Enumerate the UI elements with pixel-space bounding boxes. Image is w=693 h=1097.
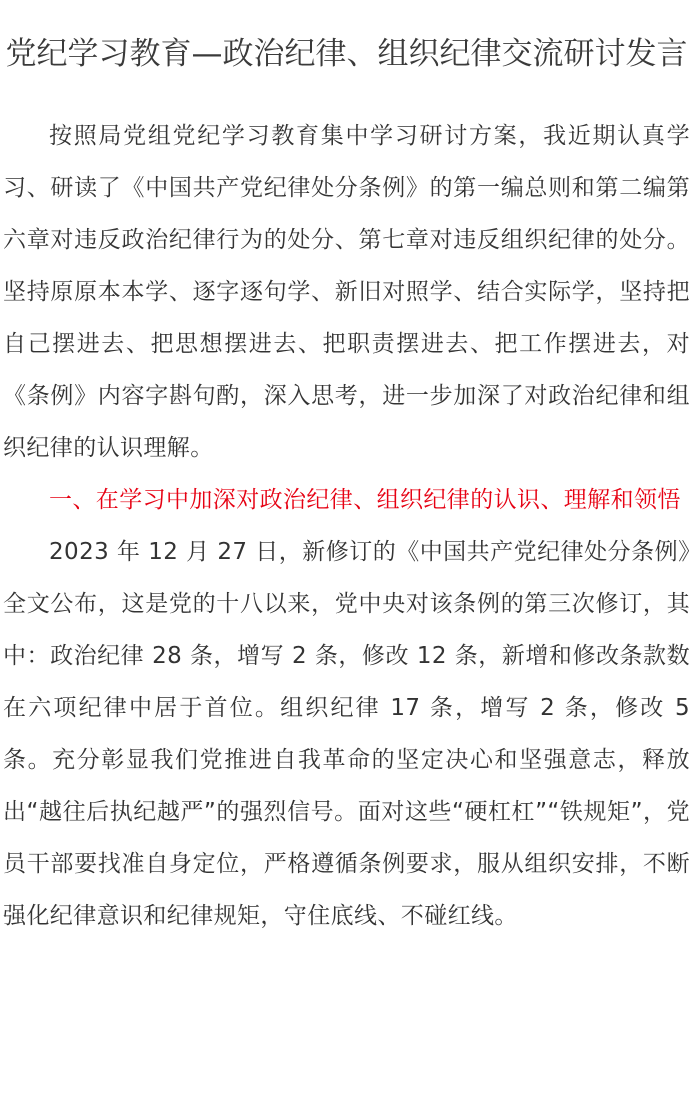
section-heading: 一、在学习中加深对政治纪律、组织纪律的认识、理解和领悟 xyxy=(49,487,681,513)
intro-paragraph: 按照局党组党纪学习教育集中学习研讨方案，我近期认真学习、研读了《中国共产党纪律处分条例》的第一编总则和第二编第六章对违反政治纪律行为的处分、第七章对违反组织纪律的处分。坚持原原本本学、逐字逐句学、新旧对照学、结合实际学，坚持把自己摆进去、把思想摆进去、把职责摆进去、把工作摆进去，对《条例》内容字斟句酌，深入思考，进一步加深了对政治纪律和组织纪律的认识理解。 xyxy=(3,123,690,461)
body-paragraph: 2023 年 12 月 27 日，新修订的《中国共产党纪律处分条例》全文公布，这是党的十八以来，党中央对该条例的第三次修订，其中：政治纪律 28 条，增写 2 条，修改 12 条，新增和修改条款数在六项纪律中居于首位。组织纪律 17 条，增写 2 条，修改 5 条。充分彰显我们党推进自我革命的坚定决心和坚强意志，释放出“越往后执纪越严”的强烈信号。面对这些“硬杠杠”“铁规矩”，党员干部要找准自身定位，严格遵循条例要求，服从组织安排，不断强化纪律意识和纪律规矩，守住底线、不碰红线。 xyxy=(3,539,690,929)
document-title: 党纪学习教育—政治纪律、组织纪律交流研讨发言 xyxy=(5,36,688,72)
